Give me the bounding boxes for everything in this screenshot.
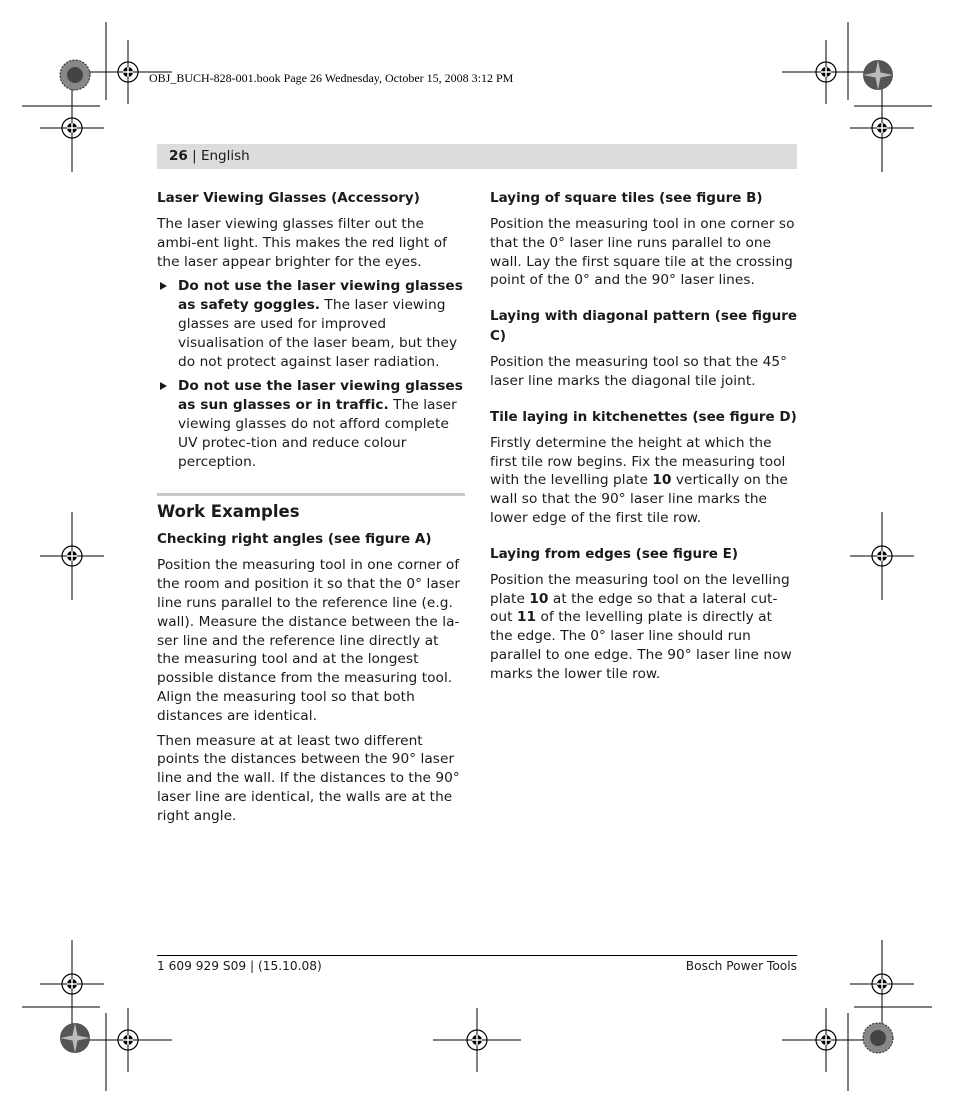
edges-text <box>490 571 798 684</box>
kitchen-text-b: vertically on the wall so that the 90° laser line marks the lower edge of the first tile row. <box>490 472 788 526</box>
bullet2-bold: Do not use the laser viewing glasses as sun glasses or in traffic. <box>178 378 463 414</box>
footer-rule <box>157 955 797 956</box>
diagonal-text: Position the measuring tool so that the 45° laser line marks the diagonal tile joint. <box>490 354 788 389</box>
section-square-tiles <box>490 188 798 290</box>
section-kitchenettes <box>490 407 798 528</box>
heading-right-angles: Checking right angles (see figure A) <box>157 531 432 548</box>
bullet-triangle-icon <box>160 282 167 290</box>
right-angles-para1: Position the measuring tool in one corner of the room and position it so that the 0° laser line runs parallel to the reference line (e.g. wall). Measure the distance between the la-ser line and the reference line directly at the measuring tool and at the longest possible distance from the measuring tool. Align the measuring tool so that both distances are identical. <box>157 557 461 724</box>
right-column <box>490 188 798 700</box>
section-work-examples <box>157 493 465 825</box>
kitchen-text-a: Firstly determine the height at which the first tile row begins. Fix the measuring tool with the levelling plate <box>490 434 786 489</box>
heading-kitchenettes: Tile laying in kitchenettes (see figure D) <box>490 408 797 425</box>
heading-laser-glasses: Laser Viewing Glasses (Accessory) <box>157 190 420 206</box>
page-number: 26 <box>169 148 188 164</box>
heading-square-tiles: Laying of square tiles (see figure B) <box>490 190 763 206</box>
bullet-sun-glasses <box>157 377 465 471</box>
edges-text-c: of the levelling plate is directly at the edge. The 0° laser line should run parallel to one edge. The 90° laser line now marks the lower tile row. <box>490 609 792 682</box>
left-column <box>157 188 465 832</box>
bullet1-bold: Do not use the laser viewing glasses as safety goggles. <box>178 278 463 314</box>
edges-text-b: at the edge so that a lateral cut-out <box>490 590 778 626</box>
print-slug: OBJ_BUCH-828-001.book Page 26 Wednesday, October 15, 2008 3:12 PM <box>149 71 514 85</box>
bullet1-text: The laser viewing glasses are used for improved visualisation of the laser beam, but they do not protect against laser radiation. <box>178 297 458 370</box>
footer-doc-number: 1 609 929 S09 | (15.10.08) <box>157 959 322 973</box>
heading-diagonal: Laying with diagonal pattern (see figure C) <box>490 308 798 345</box>
square-tiles-text: Position the measuring tool in one corner so that the 0° laser line runs parallel to one wall. Lay the first square tile at the crossing point of the 0° and the 90° laser lines. <box>490 216 795 289</box>
heading-work-examples: Work Examples <box>157 502 300 522</box>
section-edges <box>490 544 798 684</box>
right-angles-para2: Then measure at at least two different points the distances between the 90° laser line and the wall. If the distances to the 90° laser line are identical, the walls are at the right angle. <box>157 732 460 824</box>
section-laser-glasses <box>157 188 465 471</box>
heading-edges: Laying from edges (see figure E) <box>490 545 739 562</box>
footer-brand: Bosch Power Tools <box>685 959 797 973</box>
bullet2-text: The laser viewing glasses do not afford complete UV protec-tion and reduce colour perception. <box>178 397 457 470</box>
header-separator: | <box>187 148 201 164</box>
page-header <box>157 144 797 169</box>
bullet-safety-goggles <box>157 277 465 371</box>
bullet-triangle-icon <box>160 382 167 390</box>
glasses-intro: The laser viewing glasses filter out the ambi-ent light. This makes the red light of the laser appear brighter for the eyes. <box>157 216 448 270</box>
section-diagonal <box>490 306 798 391</box>
edges-ref-11: 11 <box>516 609 537 626</box>
edges-text-a: Position the measuring tool on the levelling plate <box>490 571 790 607</box>
header-language: English <box>200 148 250 164</box>
edges-ref-10: 10 <box>529 590 549 607</box>
kitchenettes-text <box>490 434 798 528</box>
kitchen-ref-10: 10 <box>652 472 672 489</box>
